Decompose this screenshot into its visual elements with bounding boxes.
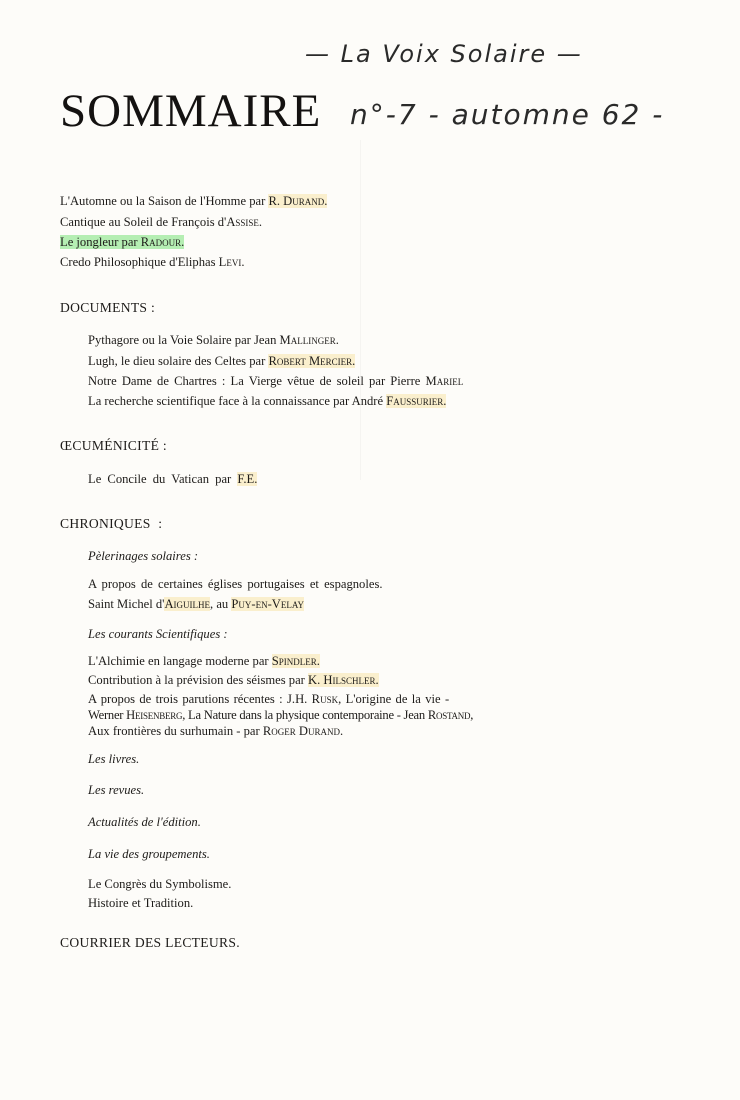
toc-entry: A propos de certaines églises portugaises et espagnoles. bbox=[88, 577, 383, 591]
author: Faussurier. bbox=[386, 394, 447, 408]
page-title: SOMMAIRE bbox=[60, 85, 322, 137]
toc-entry: Cantique au Soleil de François d'Assise. bbox=[60, 215, 263, 229]
author: K. Hilschler. bbox=[308, 673, 379, 687]
section-heading-chroniques: CHRONIQUES : bbox=[60, 516, 163, 531]
show-through bbox=[360, 140, 681, 480]
subsection-livres: Les livres. bbox=[88, 752, 140, 766]
toc-entry: Notre Dame de Chartres : La Vierge vêtue de soleil par Pierre Mariel bbox=[88, 374, 464, 388]
toc-entry: L'Automne ou la Saison de l'Homme par R. Durand. bbox=[60, 194, 328, 208]
subsection-actualites: Actualités de l'édition. bbox=[88, 815, 201, 829]
author: Mariel bbox=[425, 374, 464, 388]
toc-entry: A propos de trois parutions récentes : J.H. Rusk, L'origine de la vie - bbox=[88, 692, 450, 706]
subsection-courants: Les courants Scientifiques : bbox=[88, 627, 228, 641]
subsection-groupements: La vie des groupements. bbox=[88, 847, 210, 861]
author: Levi. bbox=[218, 255, 245, 269]
author: Spindler. bbox=[271, 654, 320, 668]
section-heading-documents: DOCUMENTS : bbox=[60, 300, 156, 315]
author: Radour. bbox=[140, 235, 185, 249]
author: F.E. bbox=[237, 472, 258, 486]
toc-entry: Werner Heisenberg, La Nature dans la physique contemporaine - Jean Rostand, bbox=[88, 708, 474, 722]
toc-entry: Le Concile du Vatican par F.E. bbox=[88, 472, 258, 486]
toc-entry: Pythagore ou la Voie Solaire par Jean Mallinger. bbox=[88, 333, 339, 347]
handwritten-issue: n°-7 - automne 62 - bbox=[350, 98, 665, 131]
section-heading-courrier: COURRIER DES LECTEURS. bbox=[60, 935, 240, 950]
author: Mallinger. bbox=[279, 333, 339, 347]
author: R. Durand. bbox=[268, 194, 328, 208]
toc-entry: Saint Michel d'Aiguilhe, au Puy-en-Velay bbox=[88, 597, 305, 611]
subsection-revues: Les revues. bbox=[88, 783, 145, 797]
toc-entry: La recherche scientifique face à la connaissance par André Faussurier. bbox=[88, 394, 447, 408]
toc-entry: Contribution à la prévision des séismes par K. Hilschler. bbox=[88, 673, 379, 687]
toc-entry: Histoire et Tradition. bbox=[88, 896, 194, 910]
toc-entry: Credo Philosophique d'Eliphas Levi. bbox=[60, 255, 245, 269]
author: Robert Mercier. bbox=[268, 354, 356, 368]
handwritten-title: — La Voix Solaire — bbox=[305, 40, 583, 68]
section-heading-oecumenicite: ŒCUMÉNICITÉ : bbox=[60, 438, 167, 453]
toc-entry: Aux frontières du surhumain - par Roger Durand. bbox=[88, 724, 344, 738]
subsection-pelerinages: Pèlerinages solaires : bbox=[88, 549, 199, 563]
author: Assise. bbox=[226, 215, 263, 229]
toc-entry: L'Alchimie en langage moderne par Spindler. bbox=[88, 654, 320, 668]
toc-entry: Le Congrès du Symbolisme. bbox=[88, 877, 232, 891]
toc-entry: Lugh, le dieu solaire des Celtes par Robert Mercier. bbox=[88, 354, 356, 368]
toc-entry: Le jongleur par Radour. bbox=[60, 235, 185, 249]
